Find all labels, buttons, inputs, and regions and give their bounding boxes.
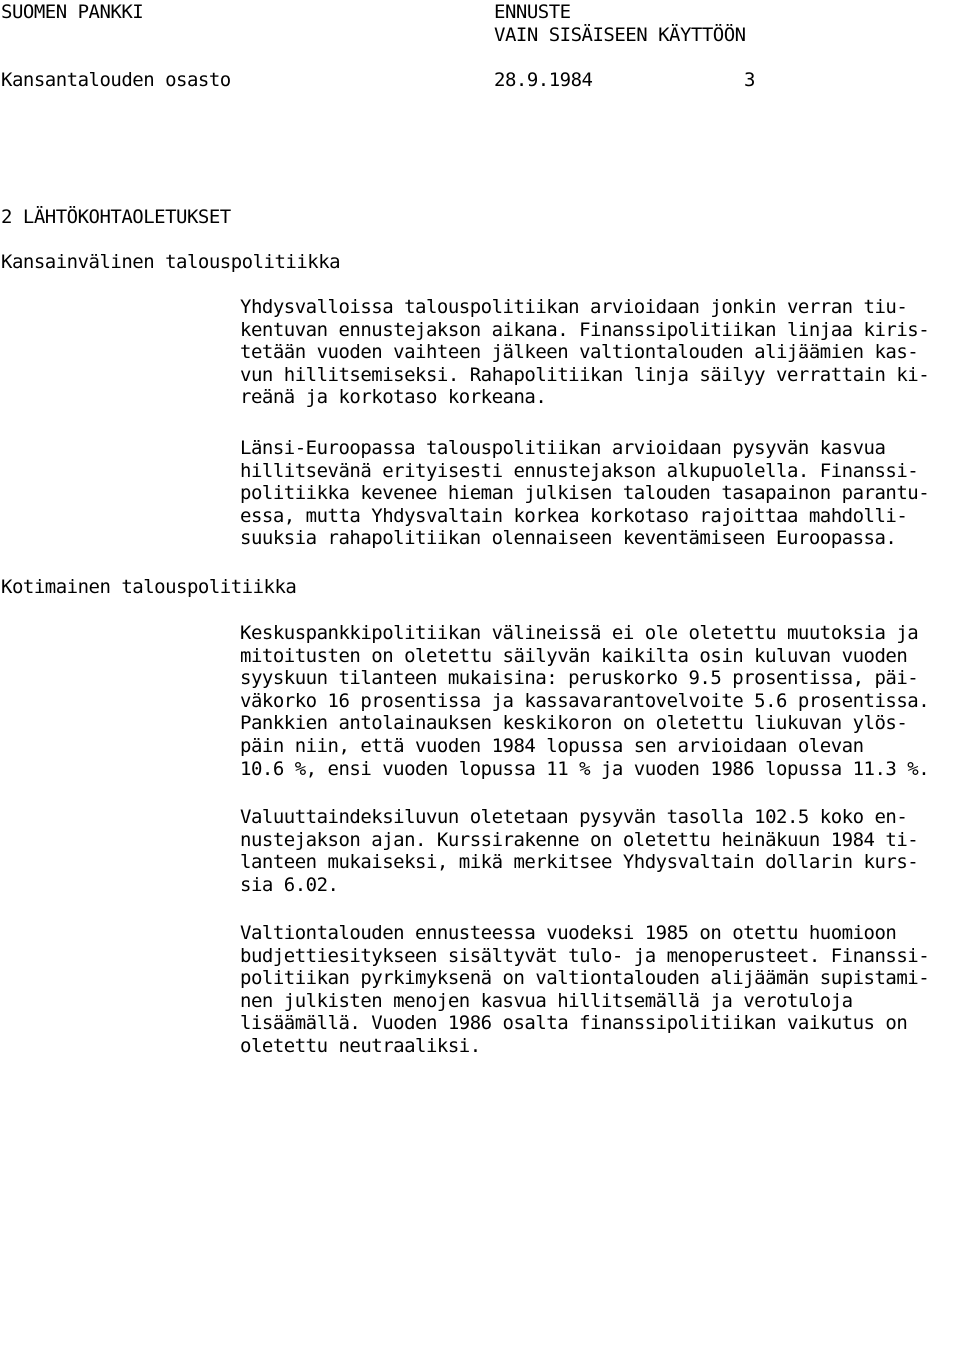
text-line: 10.6 %, ensi vuoden lopussa 11 % ja vuoden 1986 lopussa 11.3 %. [240, 757, 930, 780]
domestic-paragraph-3 [240, 922, 929, 1058]
text-line: Pankkien antolainauksen keskikoron on oletettu liukuvan ylös- [240, 712, 908, 735]
department-name: Kansantalouden osasto [1, 69, 231, 91]
text-line: päin niin, että vuoden 1984 lopussa sen arvioidaan olevan [240, 734, 864, 757]
text-line: kentuvan ennustejakson aikana. Finanssipolitiikan linjaa kiris- [240, 318, 930, 341]
text-line: sia 6.02. [240, 873, 339, 896]
domestic-paragraph-1 [240, 622, 929, 780]
international-paragraph-1 [240, 296, 929, 409]
text-line: hillitsevänä erityisesti ennustejakson alkupuolella. Finanssi- [240, 459, 919, 482]
domestic-heading: Kotimainen talouspolitiikka [1, 576, 297, 598]
text-line: Keskuspankkipolitiikan välineissä ei ole oletettu muutoksia ja [240, 622, 919, 644]
text-line: tetään vuoden vaihteen jälkeen valtiontalouden alijäämien kas- [240, 341, 919, 364]
text-line: essa, mutta Yhdysvaltain korkea korkotaso rajoittaa mahdolli- [240, 504, 908, 527]
text-line: Yhdysvalloissa talouspolitiikan arvioidaan jonkin verran tiu- [240, 296, 908, 318]
text-line: vun hillitsemiseksi. Rahapolitiikan linja säilyy verrattain ki- [240, 363, 930, 386]
text-line: suuksia rahapolitiikan olennaiseen keventämiseen Euroopassa. [240, 527, 897, 550]
document-date: 28.9.1984 [494, 69, 593, 91]
organization-name: SUOMEN PANKKI [1, 1, 144, 23]
text-line: Länsi-Euroopassa talouspolitiikan arvioidaan pysyvän kasvua [240, 437, 886, 459]
text-line: mitoitusten on oletettu säilyvän kaikilta osin kuluvan vuoden [240, 644, 908, 667]
domestic-paragraph-2 [240, 806, 918, 896]
document-type: ENNUSTE [494, 1, 571, 23]
international-heading: Kansainvälinen talouspolitiikka [1, 251, 341, 273]
text-line: budjettiesitykseen sisältyvät tulo- ja menoperusteet. Finanssi- [240, 944, 930, 967]
text-line: nen julkisten menojen kasvua hillitsemällä ja verotuloja [240, 989, 853, 1012]
text-line: lanteen mukaiseksi, mikä merkitsee Yhdysvaltain dollarin kurs- [240, 851, 919, 874]
text-line: väkorko 16 prosentissa ja kassavarantovelvoite 5.6 prosentissa. [240, 689, 930, 712]
section-title: 2 LÄHTÖKOHTAOLETUKSET [1, 206, 231, 228]
text-line: syyskuun tilanteen mukaisina: peruskorko 9.5 prosentissa, päi- [240, 667, 919, 690]
text-line: politiikka kevenee hieman julkisen talouden tasapainon parantu- [240, 482, 930, 505]
text-line: Valuuttaindeksiluvun oletetaan pysyvän tasolla 102.5 koko en- [240, 806, 908, 828]
text-line: reänä ja korkotaso korkeana. [240, 386, 547, 409]
text-line: nustejakson ajan. Kurssirakenne on oletettu heinäkuun 1984 ti- [240, 828, 919, 851]
text-line: Valtiontalouden ennusteessa vuodeksi 1985 on otettu huomioon [240, 922, 897, 944]
international-paragraph-2 [240, 437, 929, 550]
text-line: politiikan pyrkimyksenä on valtiontalouden alijäämän supistami- [240, 967, 930, 990]
text-line: lisäämällä. Vuoden 1986 osalta finanssipolitiikan vaikutus on [240, 1012, 908, 1035]
text-line: oletettu neutraaliksi. [240, 1034, 481, 1057]
restriction-notice: VAIN SISÄISEEN KÄYTTÖÖN [494, 24, 746, 46]
page-number: 3 [744, 69, 755, 91]
